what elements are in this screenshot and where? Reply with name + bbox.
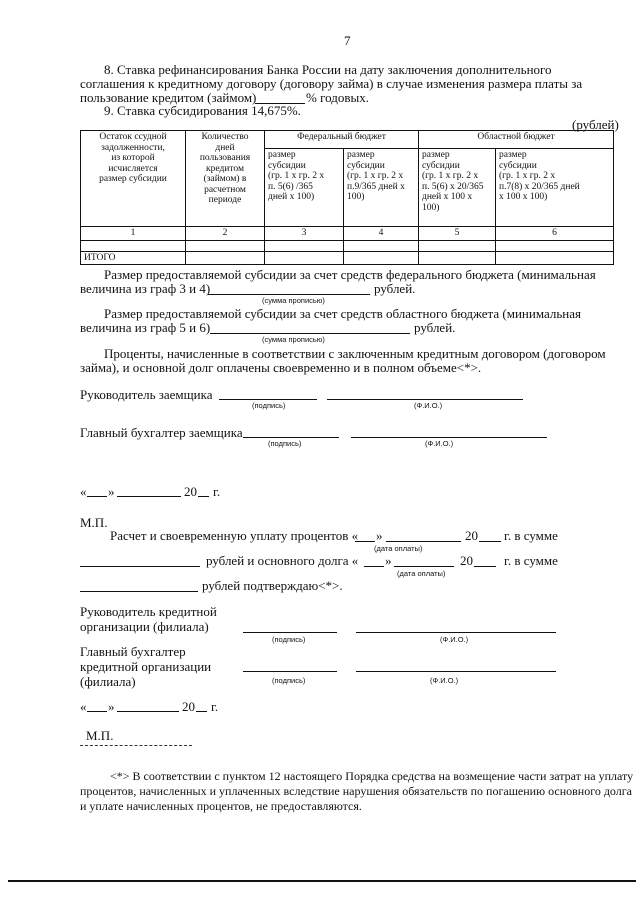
table-cell[interactable] xyxy=(81,240,186,251)
bank-accountant-label-line1: Главный бухгалтер xyxy=(80,644,186,659)
col-number-5: 5 xyxy=(419,227,496,241)
header-col4: размер субсидии (гр. 1 х гр. 2 х п.9/365 дней х 100) xyxy=(344,149,419,227)
interest-paid-line1: Проценты, начисленные в соответствии с заключенным кредитным договором (договором xyxy=(104,346,606,361)
table-cell[interactable] xyxy=(419,251,496,265)
date1-close-quote: » xyxy=(108,484,115,499)
header-balance: Остаток ссудной задолженности, из которой исчисляется размер субсидии xyxy=(81,131,186,227)
confirmation-day1-blank[interactable] xyxy=(355,541,375,542)
col-number-2: 2 xyxy=(186,227,265,241)
federal-subsidy-line1: Размер предоставляемой субсидии за счет средств федерального бюджета (минимальная xyxy=(104,267,596,282)
total-row xyxy=(81,251,614,265)
regional-subsidy-line2-end: рублей. xyxy=(414,320,456,335)
item8-line3-start: пользование кредитом (займом) xyxy=(80,90,257,105)
confirmation-year1-blank[interactable] xyxy=(479,541,501,542)
signature-caption: (подпись) xyxy=(272,676,306,685)
confirmation-line3: рублей подтверждаю<*>. xyxy=(202,578,343,593)
currency-note: (рублей) xyxy=(572,117,619,132)
header-col5: размер субсидии (гр. 1 х гр. 2 х п. 5(6) х 20/365 дней х 100 х 100) xyxy=(419,149,496,227)
date1-century: 20 xyxy=(184,484,197,499)
name-caption: (Ф.И.О.) xyxy=(425,439,454,448)
confirmation-line2-quote: » xyxy=(385,553,392,568)
payment-date-caption: (дата оплаты) xyxy=(374,544,423,553)
confirmation-line2-century: 20 xyxy=(460,553,473,568)
item8-line1: 8. Ставка рефинансирования Банка России на дату заключения дополнительного xyxy=(104,62,552,77)
bottom-border-line xyxy=(8,880,636,882)
col-number-3: 3 xyxy=(265,227,344,241)
borrower-head-signature-line[interactable] xyxy=(219,399,317,400)
bank-accountant-name-line[interactable] xyxy=(356,671,556,672)
col-number-4: 4 xyxy=(344,227,419,241)
date1-day-blank[interactable] xyxy=(87,496,107,497)
borrower-head-name-line[interactable] xyxy=(327,399,523,400)
item8-line3-end: % годовых. xyxy=(306,90,369,105)
item9-rate: 9. Ставка субсидирования 14,675%. xyxy=(104,103,301,118)
date1-open-quote: « xyxy=(80,484,87,499)
table-cell[interactable] xyxy=(496,240,614,251)
federal-amount-caption: (сумма прописью) xyxy=(262,296,325,305)
confirmation-line1-end: г. в сумме xyxy=(504,528,558,543)
subsidy-table xyxy=(80,130,614,265)
date2-close-quote: » xyxy=(108,699,115,714)
date1-year-blank[interactable] xyxy=(198,496,209,497)
header-col6: размер субсидии (гр. 1 х гр. 2 х п.7(8) х 20/365 дней х 100 х 100) xyxy=(496,149,614,227)
date1-suffix: г. xyxy=(213,484,221,499)
table-cell[interactable] xyxy=(344,251,419,265)
table-cell[interactable] xyxy=(344,240,419,251)
regional-subsidy-line2-start: величина из граф 5 и 6) xyxy=(80,320,211,335)
regional-amount-blank[interactable] xyxy=(210,333,410,334)
confirmation-line2-start: рублей и основного долга « xyxy=(206,553,359,568)
confirmation-line2-end: г. в сумме xyxy=(504,553,558,568)
bank-accountant-label-line2: кредитной организации xyxy=(80,659,212,674)
borrower-accountant-label: Главный бухгалтер заемщика xyxy=(80,425,243,440)
confirmation-day2-blank[interactable] xyxy=(364,566,384,567)
table-cell[interactable] xyxy=(419,240,496,251)
seal-mark-2: М.П. xyxy=(86,728,114,743)
regional-subsidy-line1: Размер предоставляемой субсидии за счет средств областного бюджета (минимальная xyxy=(104,306,581,321)
federal-amount-blank[interactable] xyxy=(208,294,370,295)
federal-subsidy-line2-start: величина из граф 3 и 4) xyxy=(80,281,211,296)
signature-caption: (подпись) xyxy=(252,401,286,410)
footnote-line2: процентов, начисленных и уплаченных вследствие нарушения обязательств по погашению основного долга xyxy=(80,784,633,798)
bank-head-label-line1: Руководитель кредитной xyxy=(80,604,217,619)
item8-line2: соглашения к кредитному договору (договору займа) в случае изменения размера платы за xyxy=(80,76,583,91)
signature-caption: (подпись) xyxy=(268,439,302,448)
date1-month-blank[interactable] xyxy=(117,496,181,497)
name-caption: (Ф.И.О.) xyxy=(430,676,459,685)
confirmation-line1-quote: » xyxy=(376,528,383,543)
header-federal-budget: Федеральный бюджет xyxy=(265,131,419,149)
table-cell[interactable] xyxy=(265,240,344,251)
bank-head-name-line[interactable] xyxy=(356,632,556,633)
seal-mark-1: М.П. xyxy=(80,515,108,530)
date2-suffix: г. xyxy=(211,699,219,714)
footnote-line1: <*> В соответствии с пунктом 12 настоящего Порядка средства на возмещение части затрат на уплату xyxy=(110,769,634,783)
federal-subsidy-line2-end: рублей. xyxy=(374,281,416,296)
footnote-line3: и уплате начисленных процентов, не предоставляются. xyxy=(80,799,362,813)
date2-century: 20 xyxy=(182,699,195,714)
table-cell[interactable] xyxy=(186,251,265,265)
confirmation-year2-blank[interactable] xyxy=(474,566,496,567)
total-label: ИТОГО xyxy=(81,251,186,265)
name-caption: (Ф.И.О.) xyxy=(414,401,443,410)
bank-head-label-line2: организации (филиала) xyxy=(80,619,209,634)
date2-year-blank[interactable] xyxy=(196,711,207,712)
bank-accountant-label-line3: (филиала) xyxy=(80,674,136,689)
regional-amount-caption: (сумма прописью) xyxy=(262,335,325,344)
header-regional-budget: Областной бюджет xyxy=(419,131,614,149)
page-number: 7 xyxy=(344,33,351,48)
interest-paid-line2: займа), и основной долг оплачены своевременно и в полном объеме<*>. xyxy=(80,360,482,375)
table-cell[interactable] xyxy=(186,240,265,251)
table-row xyxy=(81,240,614,251)
date2-month-blank[interactable] xyxy=(117,711,179,712)
confirmation-month1-blank[interactable] xyxy=(386,541,461,542)
date2-day-blank[interactable] xyxy=(87,711,107,712)
name-caption: (Ф.И.О.) xyxy=(440,635,469,644)
payment-date-caption: (дата оплаты) xyxy=(397,569,446,578)
confirmation-line1-start: Расчет и своевременную уплату процентов « xyxy=(110,528,359,543)
borrower-accountant-name-line[interactable] xyxy=(351,437,547,438)
borrower-head-label: Руководитель заемщика xyxy=(80,387,213,402)
col-number-6: 6 xyxy=(496,227,614,241)
bank-accountant-signature-line[interactable] xyxy=(243,671,337,672)
table-cell[interactable] xyxy=(265,251,344,265)
footnote-separator xyxy=(80,745,192,746)
confirmation-month2-blank[interactable] xyxy=(394,566,454,567)
confirmation-line1-century: 20 xyxy=(465,528,478,543)
date2-open-quote: « xyxy=(80,699,87,714)
header-col3: размер субсидии (гр. 1 х гр. 2 х п. 5(6) /365 дней х 100) xyxy=(265,149,344,227)
col-number-1: 1 xyxy=(81,227,186,241)
borrower-accountant-signature-line[interactable] xyxy=(243,437,339,438)
bank-head-signature-line[interactable] xyxy=(243,632,337,633)
signature-caption: (подпись) xyxy=(272,635,306,644)
header-days: Количество дней пользования кредитом (займом) в расчетном периоде xyxy=(186,131,265,227)
interest-amount-blank[interactable] xyxy=(80,566,200,567)
principal-amount-blank[interactable] xyxy=(80,591,198,592)
table-cell[interactable] xyxy=(496,251,614,265)
